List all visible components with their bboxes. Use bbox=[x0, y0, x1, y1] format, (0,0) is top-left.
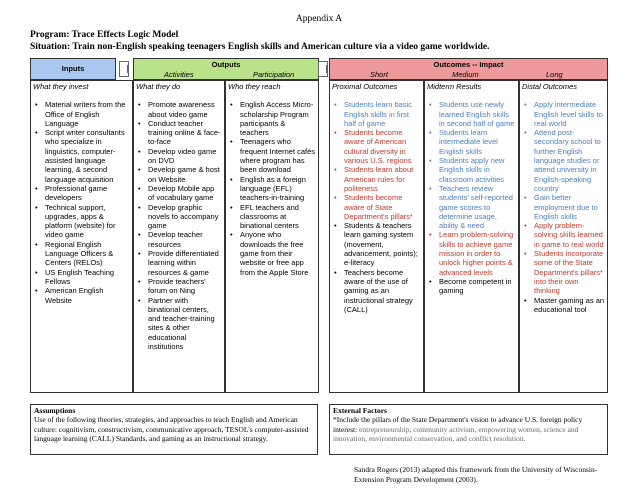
activities-column-title: What they do bbox=[136, 82, 181, 91]
activities-subheader: Activities bbox=[164, 70, 194, 79]
list-item: • Script writer consultants who specialize in linguistics, computer-assisted language learning, & second language acquisition bbox=[31, 128, 132, 184]
long-list bbox=[520, 100, 607, 314]
list-item: • Students learn intermediate level English skills bbox=[425, 128, 518, 156]
list-item: • Students & teachers learn gaming system (movement, advancement, points); e-literacy bbox=[330, 221, 423, 267]
arrow-icon bbox=[119, 61, 129, 77]
list-item: • Develop teacher resources bbox=[134, 230, 224, 249]
list-item: • Teachers review students' self-reported game scores to determine usage, ability & need bbox=[425, 184, 518, 230]
medium-column bbox=[424, 80, 519, 393]
list-item: • Students learn basic English skills in first half of game bbox=[330, 100, 423, 128]
external-factors-text bbox=[333, 415, 604, 443]
list-item: • Provide teachers' forum on Ning bbox=[134, 277, 224, 296]
inputs-header-label: Inputs bbox=[61, 64, 85, 73]
list-item: • Become competent in gaming bbox=[425, 277, 518, 296]
assumptions-text: Use of the following theories, strategies, and approaches to teach English and American culture: cognitivism, constructivism, communicative approach, TESOL's computer-assisted language learning (CALL) Standards, and gaming as an instructional strategy. bbox=[34, 415, 309, 444]
long-subheader: Long bbox=[546, 70, 563, 79]
list-item: • Develop game & host on Website bbox=[134, 165, 224, 184]
appendix-label: Appendix A bbox=[295, 14, 343, 24]
list-item: • Students become aware of State Department's pillars* bbox=[330, 193, 423, 221]
long-column-title: Distal Outcomes bbox=[522, 82, 578, 91]
list-item: • Anyone who downloads the free game from their website or free app from the Apple Store bbox=[226, 230, 318, 276]
list-item: • Gain better employment due to English skills bbox=[520, 193, 607, 221]
inputs-list bbox=[31, 100, 132, 305]
list-item: • Regional English Language Officers & Centers (RELOs) bbox=[31, 240, 132, 268]
assumptions-label: Assumptions bbox=[34, 406, 76, 415]
list-item: • Conduct teacher training online & face-to-face bbox=[134, 119, 224, 147]
short-subheader: Short bbox=[370, 70, 388, 79]
list-item: • American English Website bbox=[31, 286, 132, 305]
short-column bbox=[329, 80, 424, 393]
list-item: • Students become aware of American cultural diversity in various U.S. regions bbox=[330, 128, 423, 165]
short-list bbox=[330, 100, 423, 314]
long-column bbox=[519, 80, 608, 393]
external-factors-box bbox=[329, 404, 608, 455]
list-item: • English Access Micro-scholarship Program participants & teachers bbox=[226, 100, 318, 137]
situation-title: Situation: Train non-English speaking teenagers English skills and American culture via a video game worldwide. bbox=[30, 42, 490, 52]
outcomes-header-label: Outcomes -- Impact bbox=[433, 60, 504, 69]
list-item: • Apply problem-solving skills learned in game to real world bbox=[520, 221, 607, 249]
list-item: • English as a foreign language (EFL) teachers-in-training bbox=[226, 175, 318, 203]
inputs-column-title: What they invest bbox=[33, 82, 89, 91]
list-item: • Teenagers who frequent Internet cafés where program has been download bbox=[226, 137, 318, 174]
outputs-header-label: Outputs bbox=[211, 60, 241, 69]
list-item: • EFL teachers and classrooms at binational centers bbox=[226, 203, 318, 231]
inputs-column bbox=[30, 80, 133, 393]
outputs-header bbox=[133, 58, 319, 80]
participation-column-title: Who they reach bbox=[228, 82, 281, 91]
short-column-title: Proximal Outcomes bbox=[332, 82, 398, 91]
participation-column bbox=[225, 80, 319, 393]
list-item: • Teachers become aware of the use of gaming as an instructional strategy (CALL) bbox=[330, 268, 423, 314]
list-item: • Students apply new English skills in classroom activities bbox=[425, 156, 518, 184]
medium-list bbox=[425, 100, 518, 295]
list-item: • Promote awareness about video game bbox=[134, 100, 224, 119]
list-item: • US English Teaching Fellows bbox=[31, 268, 132, 287]
list-item: • Provide differentiated learning within resources & game bbox=[134, 249, 224, 277]
activities-column bbox=[133, 80, 225, 393]
list-item: • Material writers from the Office of English Language bbox=[31, 100, 132, 128]
list-item: • Develop video game on DVD bbox=[134, 147, 224, 166]
inputs-header bbox=[30, 58, 116, 80]
list-item: • Students use newly learned English skills in second half of game bbox=[425, 100, 518, 128]
external-factors-label: External Factors bbox=[333, 406, 387, 415]
arrow-icon bbox=[318, 61, 328, 77]
program-title: Program: Trace Effects Logic Model bbox=[30, 30, 179, 40]
list-item: • Partner with binational centers, and teacher-training sites & other educational institutions bbox=[134, 296, 224, 352]
list-item: • Apply intermediate English level skills to real world bbox=[520, 100, 607, 128]
external-factors-line1: *Include the pillars of the State Department's vision to advance U.S. foreign policy interest: bbox=[333, 415, 583, 434]
list-item: • Professional game developers bbox=[31, 184, 132, 203]
list-item: • Learn problem-solving skills to achieve game mission in order to unlock higher points & advanced levels bbox=[425, 230, 518, 276]
activities-list bbox=[134, 100, 224, 351]
external-factors-pillars: entrepreneurship, community activism, empowering women, science and innovation, environmental conservation, and conflict resolution. bbox=[333, 424, 579, 444]
medium-column-title: Midterm Results bbox=[427, 82, 482, 91]
list-item: • Students incorporate some of the State Department's pillars* into their own thinking bbox=[520, 249, 607, 295]
medium-subheader: Medium bbox=[452, 70, 479, 79]
credit-note: Sandra Rogers (2013) adapted this framework from the University of Wisconsin-Extension Program Development (2003). bbox=[354, 465, 598, 484]
list-item: • Technical support, upgrades, apps & platform (website) for video game bbox=[31, 203, 132, 240]
participation-list bbox=[226, 100, 318, 277]
list-item: • Attend post-secondary school to further English language studies or attend university in English-speaking country bbox=[520, 128, 607, 193]
participation-subheader: Participation bbox=[253, 70, 295, 79]
assumptions-box bbox=[30, 404, 318, 455]
list-item: • Develop graphic novels to accompany game bbox=[134, 203, 224, 231]
list-item: • Develop Mobile app of vocabulary game bbox=[134, 184, 224, 203]
list-item: • Students learn about American rules for politeness bbox=[330, 165, 423, 193]
outcomes-header bbox=[329, 58, 608, 80]
list-item: • Master gaming as an educational tool bbox=[520, 296, 607, 315]
